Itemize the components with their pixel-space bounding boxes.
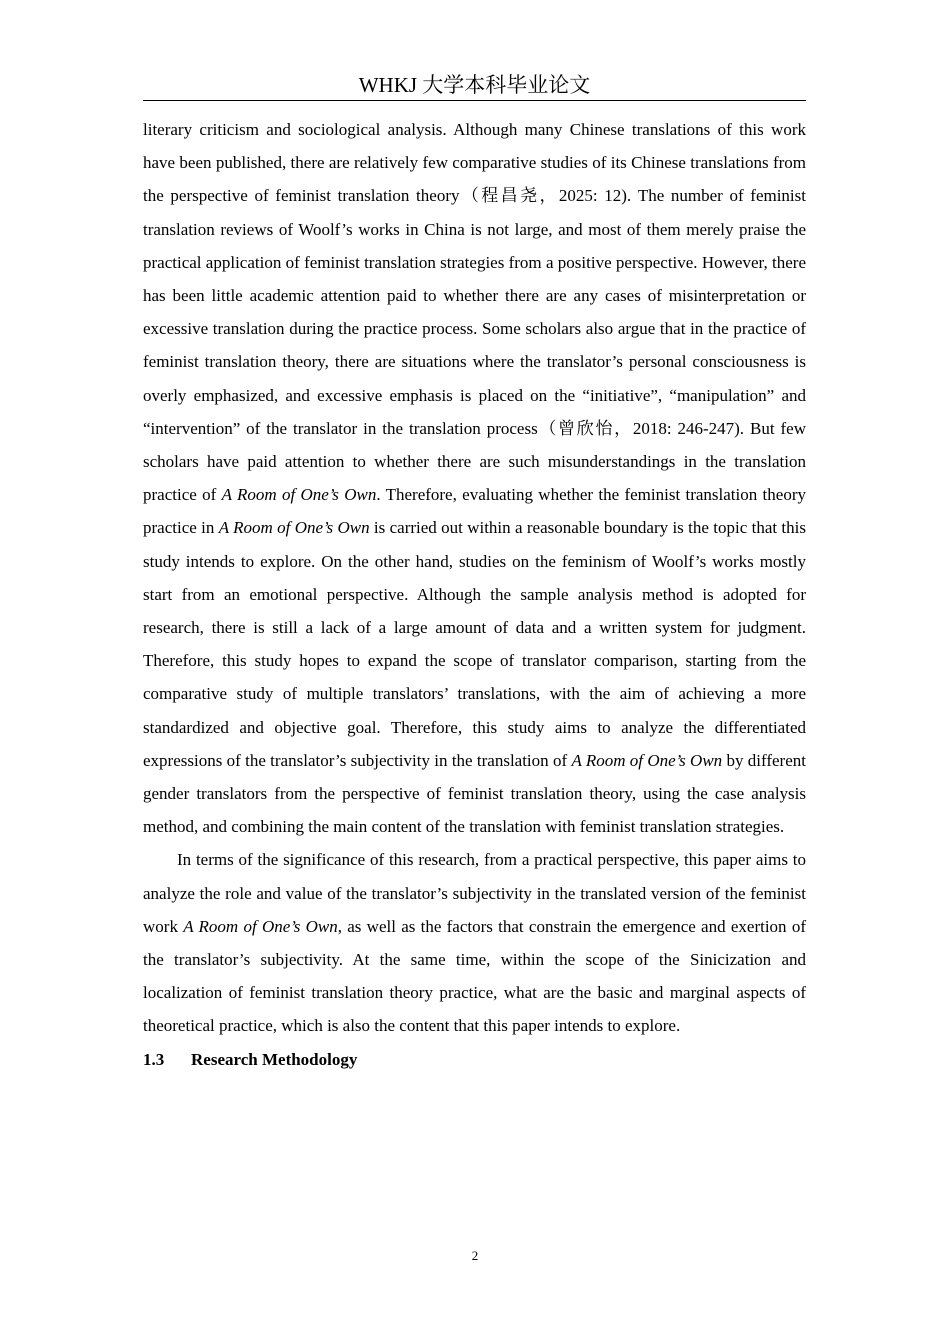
- paragraph-continuation: [143, 113, 806, 843]
- book-title: A Room of One’s Own: [221, 485, 377, 505]
- paragraph-significance: [143, 843, 806, 1042]
- paragraph-text: In terms of the significance of this research, from a practical perspective, this paper aims to analyze the role and value of the translator’s subjectivity in the translated version of the feminist work: [143, 850, 806, 936]
- paragraph-text: is carried out within a reasonable boundary is the topic that this study intends to explore. On the other hand, studies on the feminism of Woolf’s works mostly start from an emotional perspective. Although the sample analysis method is adopted for research, there is still a lack of a large amount of data and a written system for judgment. Therefore, this study hopes to expand the scope of translator comparison, starting from the comparative study of multiple translators’ translations, with the aim of achieving a more standardized and objective goal. Therefore, this study aims to analyze the differentiated expressions of the translator’s subjectivity in the translation of: [143, 518, 806, 770]
- page-number: 2: [471, 1248, 479, 1263]
- book-title: A Room of One’s Own: [183, 916, 338, 936]
- paragraph-text: literary criticism and sociological analysis. Although many Chinese translations of this work have been published, there are relatively few comparative studies of its Chinese translations from the perspective of feminist translation theory（程昌尧，2025: 12). The number of feminist translation reviews of Woolf’s works in China is not large, and most of them merely praise the practical application of feminist translation strategies from a positive perspective. However, there has been little academic attention paid to whether there are any cases of misinterpretation or excessive translation during the practice process. Some scholars also argue that in the practice of feminist translation theory, there are situations where the translator’s personal consciousness is overly emphasized, and excessive emphasis is placed on the “initiative”, “manipulation” and “intervention” of the translator in the translation process（曾欣怡，2018: 246-247). But few scholars have paid attention to whether there are such misunderstandings in the translation practice of: [143, 120, 806, 505]
- paragraph-text: . Therefore, evaluating whether the feminist translation theory practice in: [143, 485, 806, 538]
- book-title: A Room of One’s Own: [571, 750, 723, 770]
- paragraph-text: by different gender translators from the perspective of feminist translation theory, using the case analysis method, and combining the main content of the translation with feminist translation strategies.: [143, 750, 806, 837]
- page-header: [143, 70, 806, 101]
- section-heading: [143, 1043, 806, 1076]
- header-title: WHKJ 大学本科毕业论文: [358, 73, 591, 97]
- book-title: A Room of One’s Own: [218, 518, 370, 538]
- section-number: 1.3: [143, 1049, 165, 1069]
- body-text: [143, 113, 806, 1076]
- section-title: Research Methodology: [191, 1049, 358, 1069]
- paragraph-text: , as well as the factors that constrain the emergence and exertion of the translator’s subjectivity. At the same time, within the scope of the Sinicization and localization of feminist translation theory practice, what are the basic and marginal aspects of theoretical practice, which is also the content that this paper intends to explore.: [143, 916, 806, 1036]
